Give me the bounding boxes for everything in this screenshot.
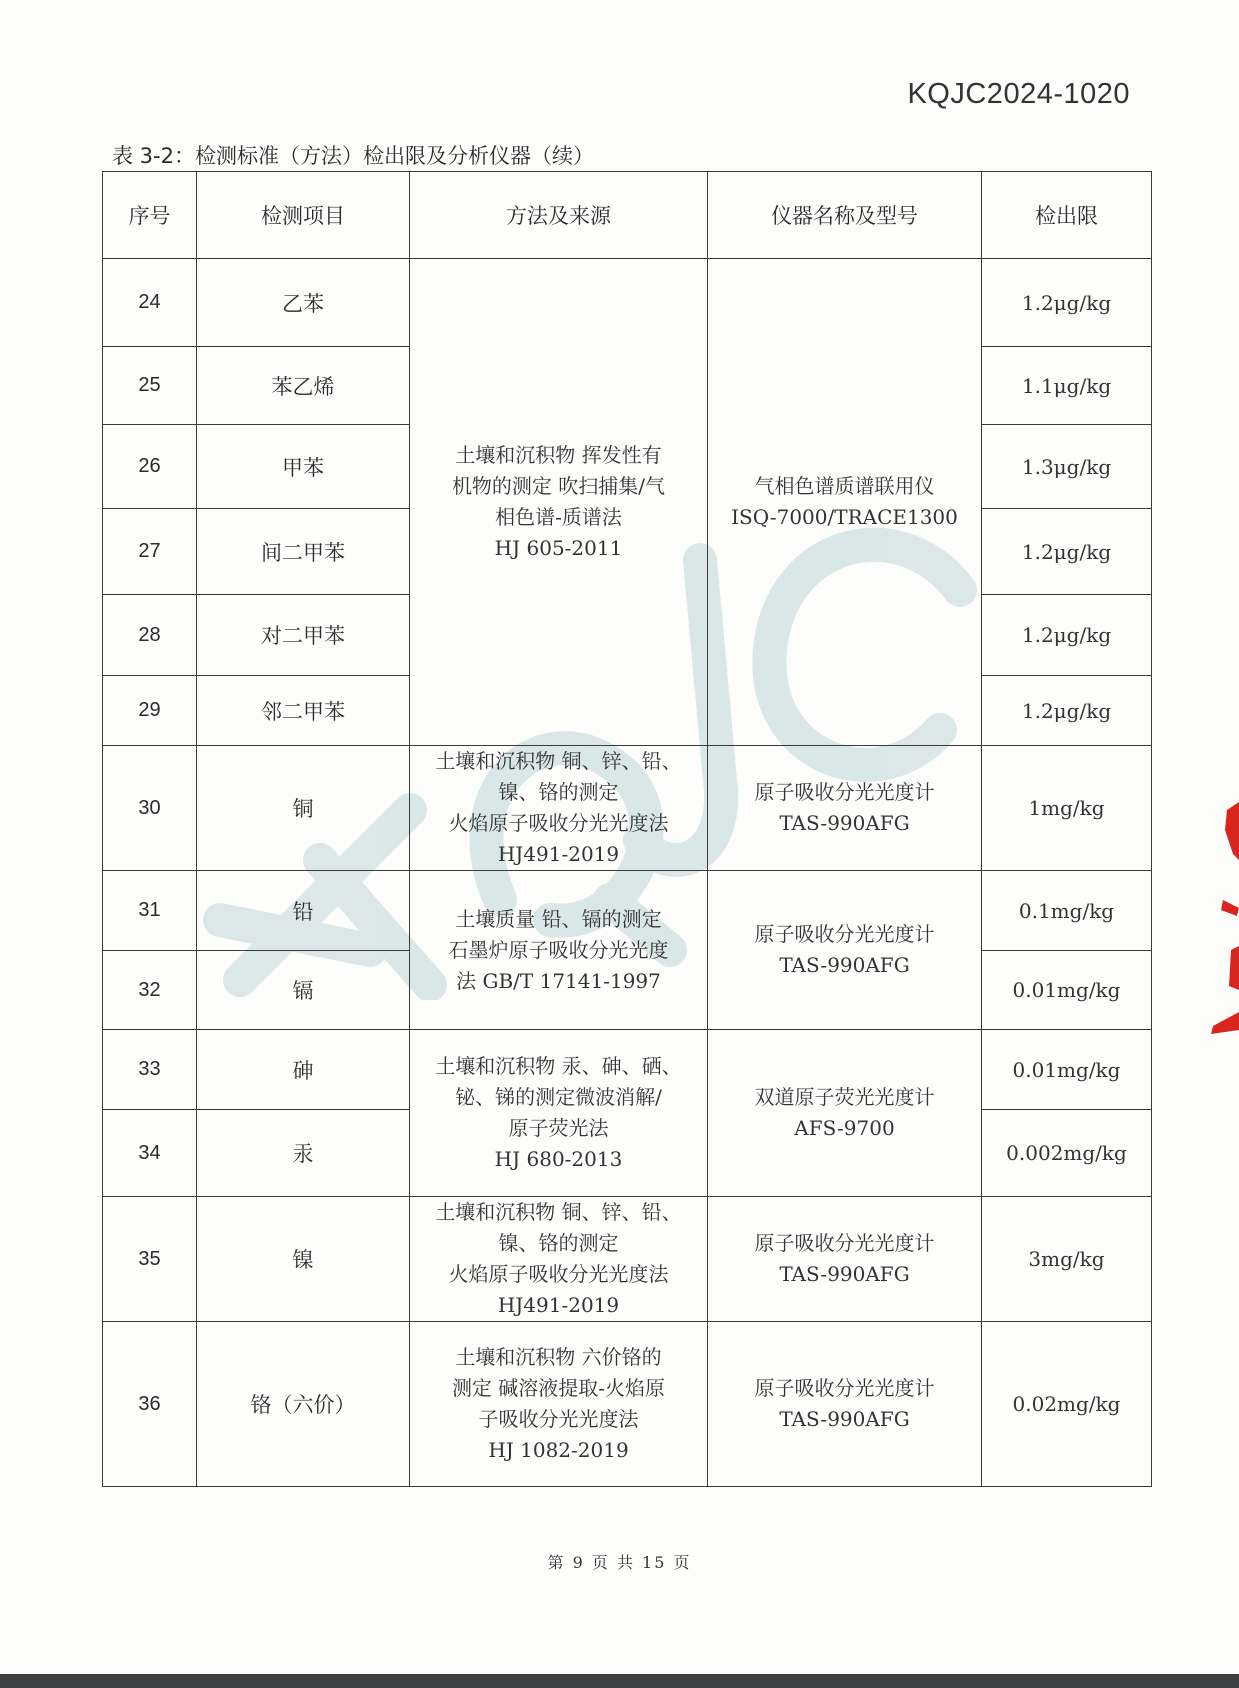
instrument-cell: [708, 746, 982, 871]
row-no: 31: [103, 871, 197, 951]
method-line: 土壤和沉积物 铜、锌、铅、: [435, 749, 682, 773]
method-line: 火焰原子吸收分光光度法: [448, 811, 669, 835]
method-cell: [410, 1197, 708, 1322]
row-no: 29: [103, 676, 197, 746]
row-item: 间二甲苯: [197, 509, 410, 595]
instrument-line: AFS-9700: [794, 1116, 895, 1140]
method-line: 机物的测定 吹扫捕集/气: [451, 474, 666, 498]
row-limit: 1mg/kg: [982, 746, 1152, 871]
table-caption: 表 3-2：检测标准（方法）检出限及分析仪器（续）: [112, 144, 594, 168]
instrument-line: 原子吸收分光光度计: [754, 1376, 935, 1400]
method-line: 原子荧光法: [508, 1116, 609, 1140]
method-line: 火焰原子吸收分光光度法: [448, 1262, 669, 1286]
row-limit: 3mg/kg: [982, 1197, 1152, 1322]
scan-edge-bar: [0, 1674, 1239, 1688]
row-limit: 0.01mg/kg: [982, 951, 1152, 1030]
report-number: KQJC2024-1020: [907, 78, 1130, 110]
table-row: [103, 746, 1152, 871]
table-row: [103, 1322, 1152, 1487]
method-line: HJ491-2019: [497, 1293, 620, 1317]
method-cell: [410, 871, 708, 1030]
header-item: 检测项目: [197, 172, 410, 259]
method-line: 子吸收分光光度法: [478, 1407, 639, 1431]
row-no: 24: [103, 259, 197, 347]
instrument-line: TAS-990AFG: [779, 953, 910, 977]
method-line: 土壤和沉积物 六价铬的: [455, 1345, 662, 1369]
method-line: 测定 碱溶液提取-火焰原: [451, 1376, 666, 1400]
method-line: HJ491-2019: [497, 842, 620, 866]
method-cell: [410, 259, 708, 746]
table-row: [103, 871, 1152, 951]
instrument-line: 原子吸收分光光度计: [754, 780, 935, 804]
method-line: 铋、锑的测定微波消解/: [455, 1085, 662, 1109]
row-no: 27: [103, 509, 197, 595]
row-no: 34: [103, 1110, 197, 1197]
row-item: 汞: [197, 1110, 410, 1197]
detection-standards-table: [102, 171, 1152, 1487]
table-row: [103, 1197, 1152, 1322]
row-no: 32: [103, 951, 197, 1030]
row-no: 28: [103, 595, 197, 676]
instrument-cell: [708, 1030, 982, 1197]
row-limit: 0.02mg/kg: [982, 1322, 1152, 1487]
method-line: HJ 1082-2019: [488, 1438, 629, 1462]
row-item: 甲苯: [197, 425, 410, 509]
row-item: 邻二甲苯: [197, 676, 410, 746]
row-no: 30: [103, 746, 197, 871]
method-line: HJ 605-2011: [494, 536, 623, 560]
row-no: 36: [103, 1322, 197, 1487]
row-limit: 0.01mg/kg: [982, 1030, 1152, 1110]
instrument-line: TAS-990AFG: [779, 811, 910, 835]
method-cell: [410, 1030, 708, 1197]
row-limit: 1.1μg/kg: [982, 347, 1152, 425]
method-line: 镍、铬的测定: [498, 1231, 619, 1255]
row-item: 对二甲苯: [197, 595, 410, 676]
method-line: 法 GB/T 17141-1997: [456, 968, 661, 993]
method-line: 镍、铬的测定: [498, 780, 619, 804]
row-no: 26: [103, 425, 197, 509]
page-footer: 第 9 页 共 15 页: [547, 1553, 692, 1572]
instrument-line: 原子吸收分光光度计: [754, 922, 935, 946]
row-item: 乙苯: [197, 259, 410, 347]
row-item: 镉: [197, 951, 410, 1030]
row-item: 砷: [197, 1030, 410, 1110]
instrument-line: 双道原子荧光光度计: [754, 1085, 935, 1109]
row-limit: 0.002mg/kg: [982, 1110, 1152, 1197]
instrument-cell: [708, 871, 982, 1030]
method-line: 相色谱-质谱法: [495, 505, 622, 529]
header-instrument: 仪器名称及型号: [708, 172, 982, 259]
method-line: HJ 680-2013: [494, 1147, 623, 1171]
header-method: 方法及来源: [410, 172, 708, 259]
instrument-cell: [708, 1197, 982, 1322]
method-line: 土壤和沉积物 汞、砷、硒、: [435, 1054, 682, 1078]
method-line: 土壤和沉积物 铜、锌、铅、: [435, 1200, 682, 1224]
method-cell: [410, 746, 708, 871]
table-row: [103, 259, 1152, 347]
row-no: 25: [103, 347, 197, 425]
row-limit: 1.2μg/kg: [982, 509, 1152, 595]
row-limit: 0.1mg/kg: [982, 871, 1152, 951]
table-header-row: [103, 172, 1152, 259]
instrument-line: TAS-990AFG: [779, 1262, 910, 1286]
row-item: 铅: [197, 871, 410, 951]
instrument-line: 原子吸收分光光度计: [754, 1231, 935, 1255]
header-limit: 检出限: [982, 172, 1152, 259]
row-item: 铜: [197, 746, 410, 871]
row-limit: 1.2μg/kg: [982, 259, 1152, 347]
row-limit: 1.2μg/kg: [982, 595, 1152, 676]
row-no: 35: [103, 1197, 197, 1322]
method-cell: [410, 1322, 708, 1487]
table-row: [103, 1030, 1152, 1110]
row-item: 苯乙烯: [197, 347, 410, 425]
instrument-cell: [708, 1322, 982, 1487]
row-no: 33: [103, 1030, 197, 1110]
method-line: 石墨炉原子吸收分光光度: [448, 937, 669, 962]
red-seal-fragment: [1205, 790, 1239, 1050]
instrument-cell: [708, 259, 982, 746]
row-item: 铬（六价）: [197, 1322, 410, 1487]
instrument-line: ISQ-7000/TRACE1300: [731, 505, 958, 529]
method-line: 土壤和沉积物 挥发性有: [455, 443, 662, 467]
instrument-line: 气相色谱质谱联用仪: [754, 474, 935, 498]
header-no: 序号: [103, 172, 197, 259]
row-limit: 1.3μg/kg: [982, 425, 1152, 509]
method-line: 土壤质量 铅、镉的测定: [455, 906, 662, 931]
instrument-line: TAS-990AFG: [779, 1407, 910, 1431]
row-limit: 1.2μg/kg: [982, 676, 1152, 746]
row-item: 镍: [197, 1197, 410, 1322]
